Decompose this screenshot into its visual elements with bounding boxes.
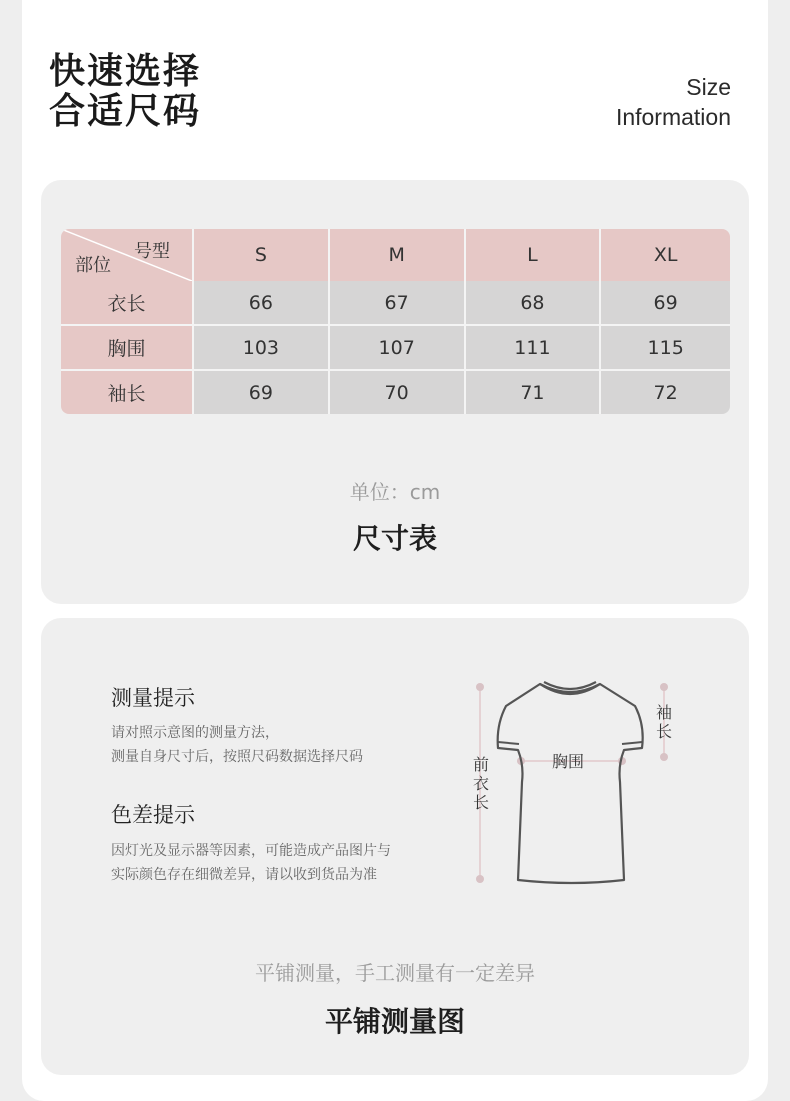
size-table <box>61 229 730 414</box>
title-line-2: 合适尺码 <box>49 91 202 132</box>
sleeve-length-label <box>655 703 673 741</box>
table-cell: 115 <box>601 326 730 371</box>
table-cell: 69 <box>601 281 730 326</box>
english-title <box>616 72 731 132</box>
table-cell: 103 <box>194 326 330 371</box>
size-header: XL <box>601 229 730 281</box>
front-label-char: 长 <box>472 793 489 812</box>
size-header: S <box>194 229 330 281</box>
row-part-label: 衣长 <box>61 281 194 326</box>
english-title-line-1: Size <box>686 74 731 100</box>
table-cell: 67 <box>330 281 466 326</box>
size-header: L <box>466 229 602 281</box>
sleeve-label-char: 袖 <box>655 703 672 722</box>
corner-cell <box>61 229 194 281</box>
front-label-char: 前 <box>472 755 489 774</box>
size-header-row <box>61 229 730 281</box>
front-label-char: 衣 <box>472 774 489 793</box>
table-row <box>61 371 730 414</box>
table-row <box>61 326 730 371</box>
row-part-label: 胸围 <box>61 326 194 371</box>
size-chart-title: 尺寸表 <box>352 522 437 555</box>
color-tip-heading: 色差提示 <box>111 803 195 827</box>
measure-tip-line-2: 测量自身尺寸后，按照尺码数据选择尺码 <box>111 749 363 765</box>
chest-label: 胸围 <box>552 752 585 771</box>
corner-size-label: 号型 <box>134 241 170 262</box>
front-length-label <box>472 755 490 812</box>
flat-measure-note: 平铺测量，手工测量有一定差异 <box>255 961 535 985</box>
table-cell: 69 <box>194 371 330 414</box>
color-tip-text <box>111 839 391 887</box>
flat-measure-title: 平铺测量图 <box>324 1005 465 1038</box>
measure-tip-heading: 测量提示 <box>111 686 195 710</box>
measure-tip-line-1: 请对照示意图的测量方法， <box>111 725 279 741</box>
page-title <box>49 52 201 132</box>
table-cell: 107 <box>330 326 466 371</box>
color-tip-line-1: 因灯光及显示器等因素，可能造成产品图片与 <box>111 843 391 859</box>
size-header: M <box>330 229 466 281</box>
measure-tip-text <box>111 721 363 769</box>
color-tip-line-2: 实际颜色存在细微差异，请以收到货品为准 <box>111 867 377 883</box>
english-title-line-2: Information <box>615 104 731 130</box>
table-cell: 72 <box>601 371 730 414</box>
table-row <box>61 281 730 326</box>
title-line-1: 快速选择 <box>49 51 202 92</box>
row-part-label: 袖长 <box>61 371 194 414</box>
corner-part-label: 部位 <box>75 255 111 276</box>
table-cell: 66 <box>194 281 330 326</box>
table-cell: 71 <box>466 371 602 414</box>
unit-note: 单位：cm <box>349 480 441 504</box>
table-cell: 68 <box>466 281 602 326</box>
table-cell: 70 <box>330 371 466 414</box>
table-cell: 111 <box>466 326 602 371</box>
sleeve-label-char: 长 <box>655 722 672 741</box>
